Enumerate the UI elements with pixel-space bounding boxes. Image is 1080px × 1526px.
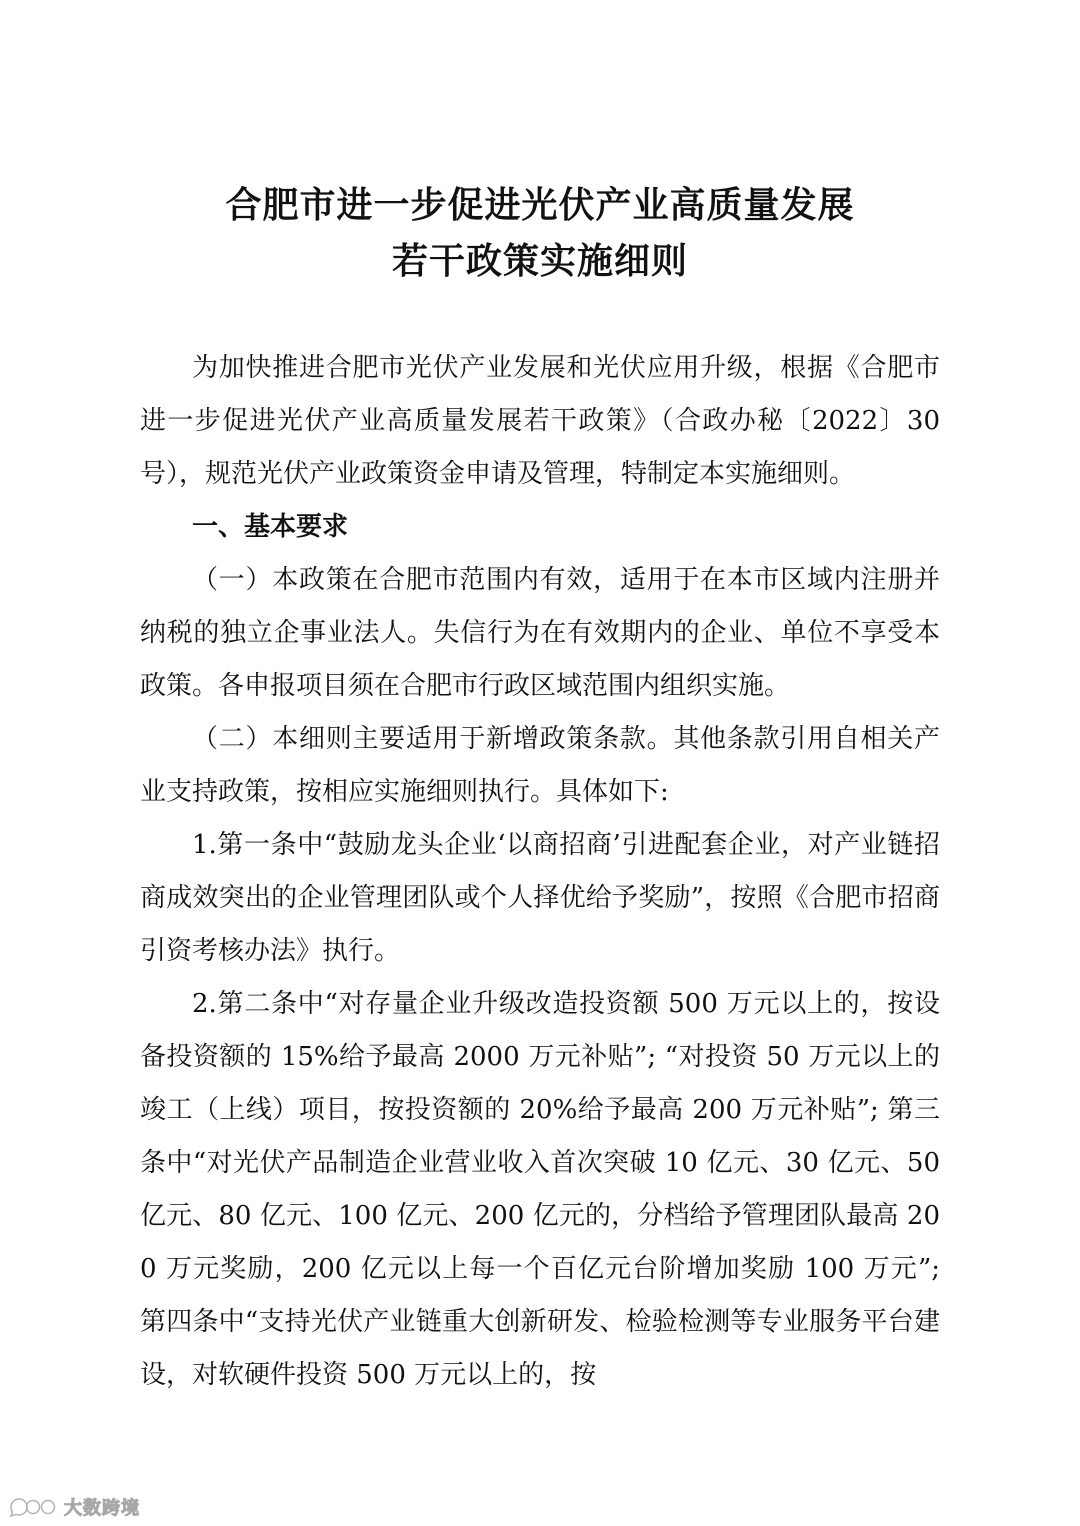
intro-paragraph: 为加快推进合肥市光伏产业发展和光伏应用升级，根据《合肥市进一步促进光伏产业高质量发展若干政策》（合政办秘〔2022〕30号），规范光伏产业政策资金申请及管理，特制定本实施细则。	[140, 353, 940, 489]
list-item-2: 2.第二条中“对存量企业升级改造投资额 500 万元以上的，按设备投资额的 15%给予最高 2000 万元补贴”; “对投资 50 万元以上的竣工（上线）项目，按投资额的 20%给予最高 200 万元补贴”; 第三条中“对光伏产品制造企业营业收入首次突破 10 亿元、30 亿元、50 亿元、80 亿元、100 亿元、200 亿元的，分档给予管理团队最高 200 万元奖励，200 亿元以上每一个百亿元台阶增加奖励 100 万元”; 第四条中“支持光伏产业链重大创新研发、检验检测等专业服务平台建设，对软硬件投资 500 万元以上的，按	[140, 989, 940, 1390]
document-body	[140, 342, 940, 1402]
list-item-1: 1.第一条中“鼓励龙头企业‘以商招商’引进配套企业，对产业链招商成效突出的企业管理团队或个人择优给予奖励”，按照《合肥市招商引资考核办法》执行。	[140, 830, 940, 966]
chat-bubble-logo-icon	[8, 1496, 58, 1518]
watermark	[8, 1494, 140, 1520]
document-title	[140, 178, 940, 290]
watermark-text: 大数跨境	[64, 1498, 140, 1519]
paragraph-scope: （一）本政策在合肥市范围内有效，适用于在本市区域内注册并纳税的独立企事业法人。失信行为在有效期内的企业、单位不享受本政策。各申报项目须在合肥市行政区域范围内组织实施。	[140, 565, 940, 701]
paragraph-applicability: （二）本细则主要适用于新增政策条款。其他条款引用自相关产业支持政策，按相应实施细则执行。具体如下:	[140, 724, 940, 807]
title-line-2: 若干政策实施细则	[391, 241, 688, 282]
section-heading-basic-requirements: 一、基本要求	[192, 512, 349, 542]
title-line-1: 合肥市进一步促进光伏产业高质量发展	[225, 185, 855, 226]
